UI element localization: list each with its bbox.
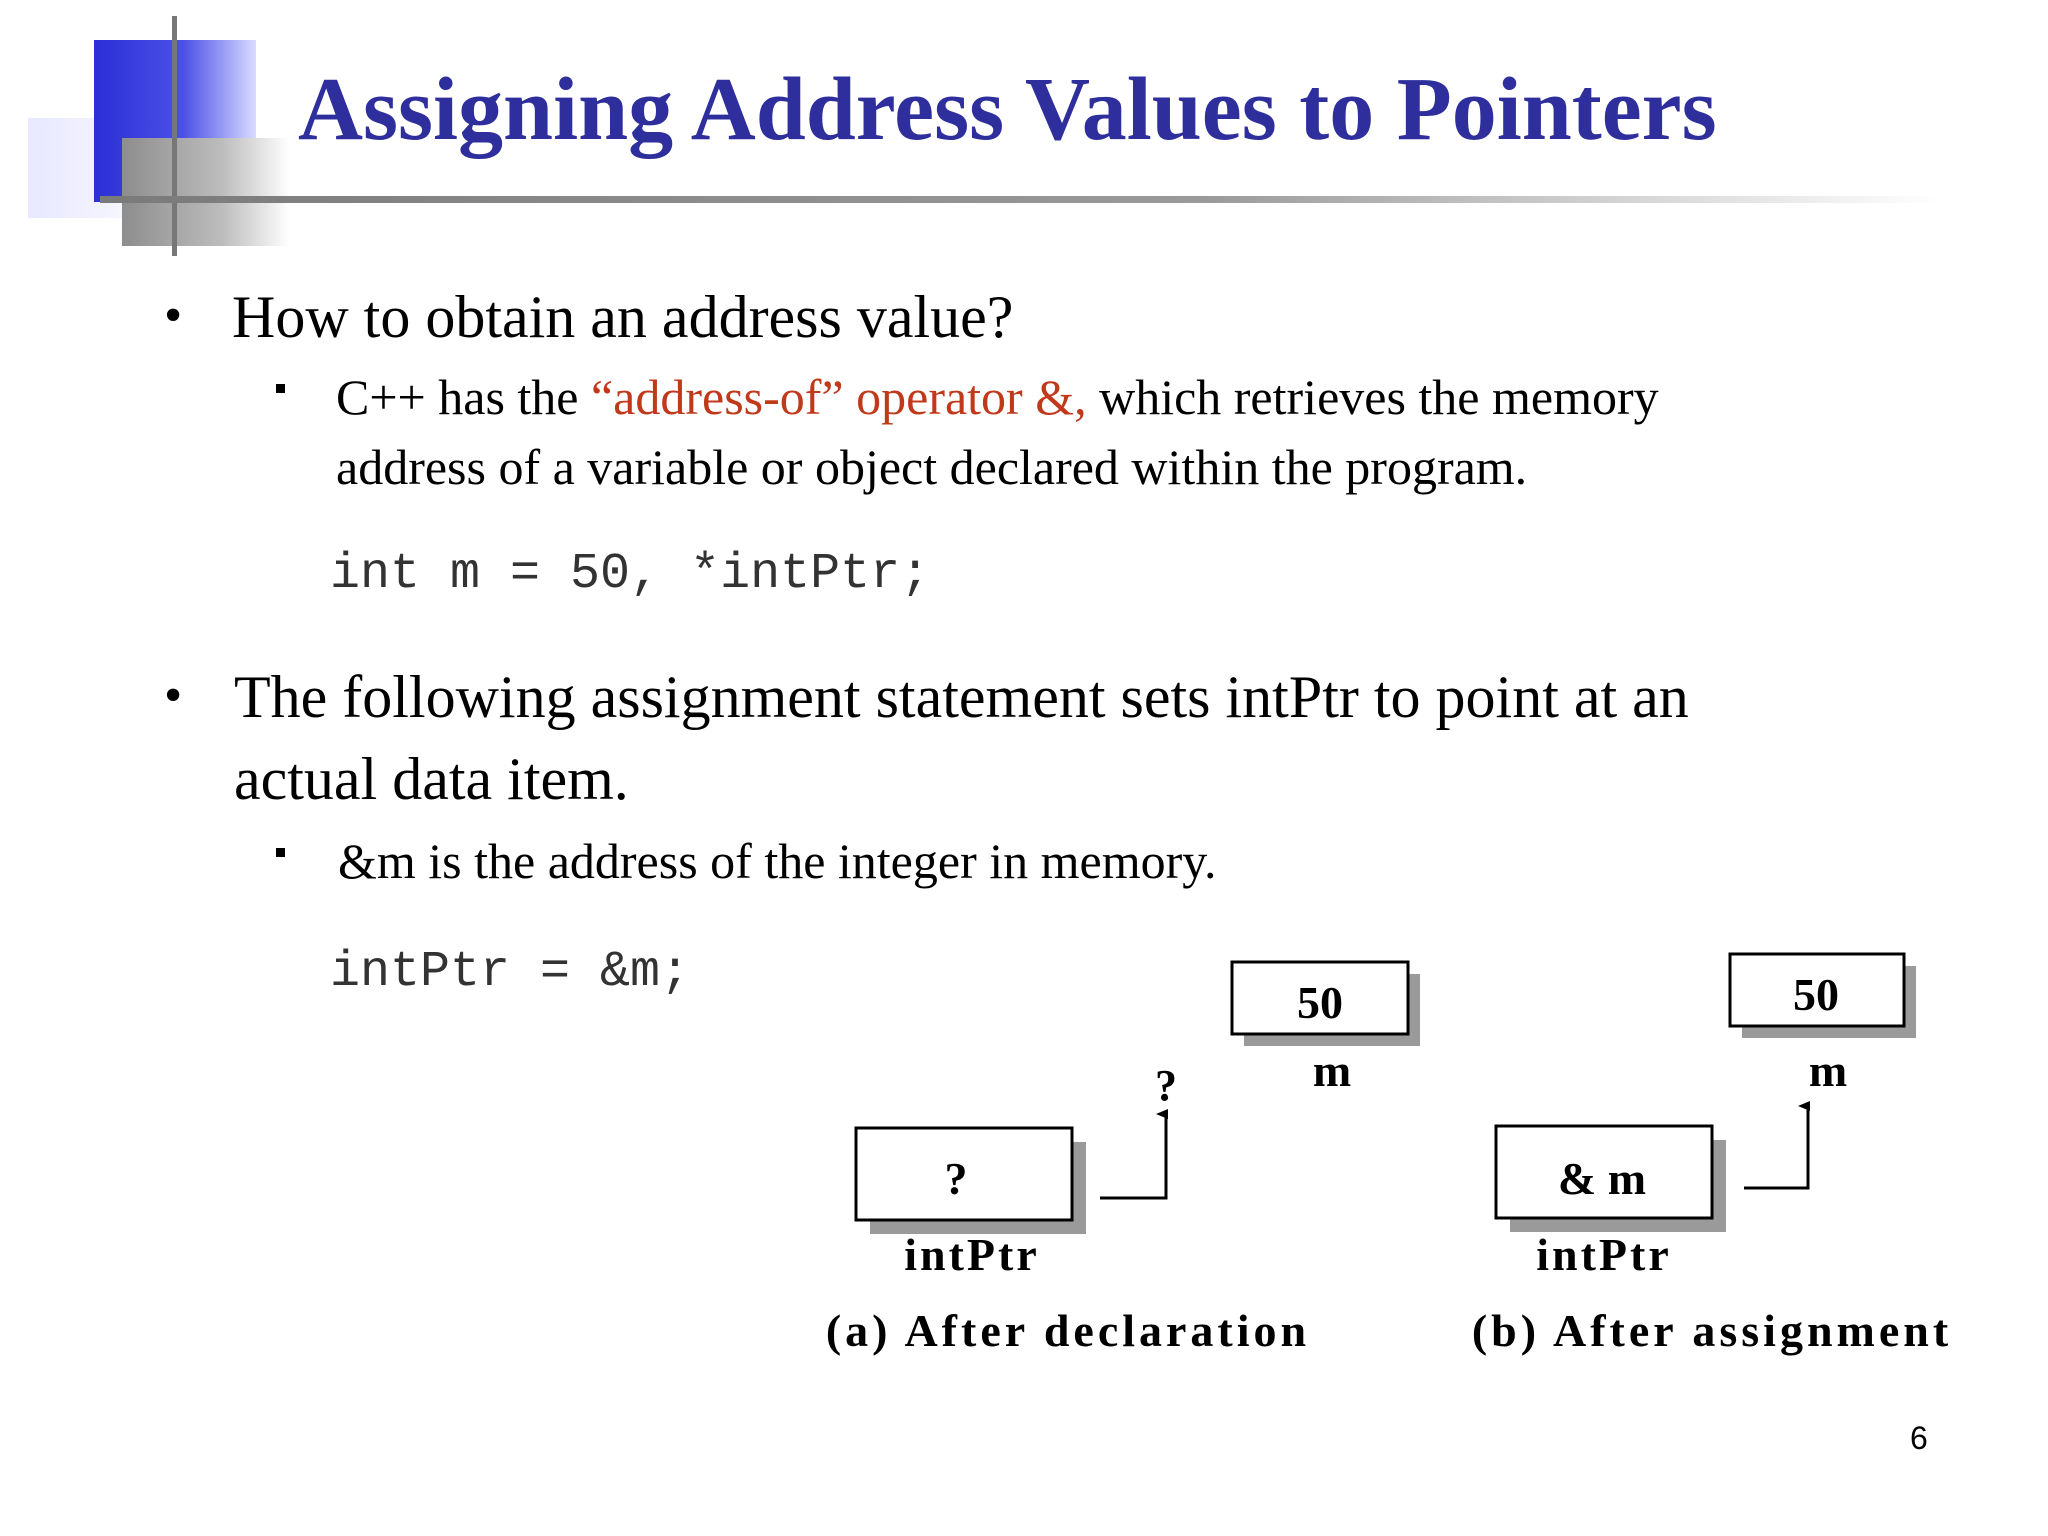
bullet-dot-1: •: [164, 287, 183, 344]
diagram-a-ptr-label: intPtr: [904, 1229, 1040, 1280]
diagram-a-ptr-box: [856, 1128, 1086, 1234]
bullet-dot-2: •: [164, 667, 183, 724]
code-declaration: int m = 50, *intPtr;: [330, 546, 931, 603]
code-assignment: intPtr = &m;: [330, 944, 691, 1001]
diagram-b-caption: (b) After assignment: [1471, 1305, 1953, 1356]
diagram-b-arrow: [1744, 1106, 1808, 1188]
slide-title: Assigning Address Values to Pointers: [298, 60, 1717, 159]
address-of-highlight: “address-of” operator &,: [590, 369, 1087, 425]
diagram-a-ptr-value: ?: [944, 1153, 968, 1204]
diagram-b-m-value: 50: [1793, 969, 1839, 1020]
bullet-2-line-1: The following assignment statement sets intPtr to point at an: [234, 664, 1689, 730]
sub-bullet-1-part-2: which retrieves the memory: [1086, 369, 1659, 425]
diagram-a-m-value: 50: [1297, 977, 1343, 1028]
diagram-a-m-label: m: [1312, 1045, 1352, 1096]
sub-bullet-2: &m is the address of the integer in memory.: [338, 833, 1217, 889]
diagram-b-m-label: m: [1808, 1045, 1848, 1096]
diagram-b-ptr-value: & m: [1557, 1153, 1647, 1204]
bullet-2-line-2: actual data item.: [234, 746, 629, 812]
diagram-a-caption: (a) After declaration: [825, 1305, 1311, 1356]
diagram-a-arrow: [1100, 1114, 1166, 1198]
diagram-a-arrow-target: ?: [1155, 1061, 1177, 1110]
sub-bullet-1-part-1: C++ has the: [336, 369, 591, 425]
diagram-b-ptr-label: intPtr: [1536, 1229, 1672, 1280]
page-number: 6: [1910, 1420, 1928, 1456]
bullet-1-text: How to obtain an address value?: [232, 284, 1014, 350]
sub-bullet-1-line-2: address of a variable or object declared within the program.: [336, 439, 1528, 495]
